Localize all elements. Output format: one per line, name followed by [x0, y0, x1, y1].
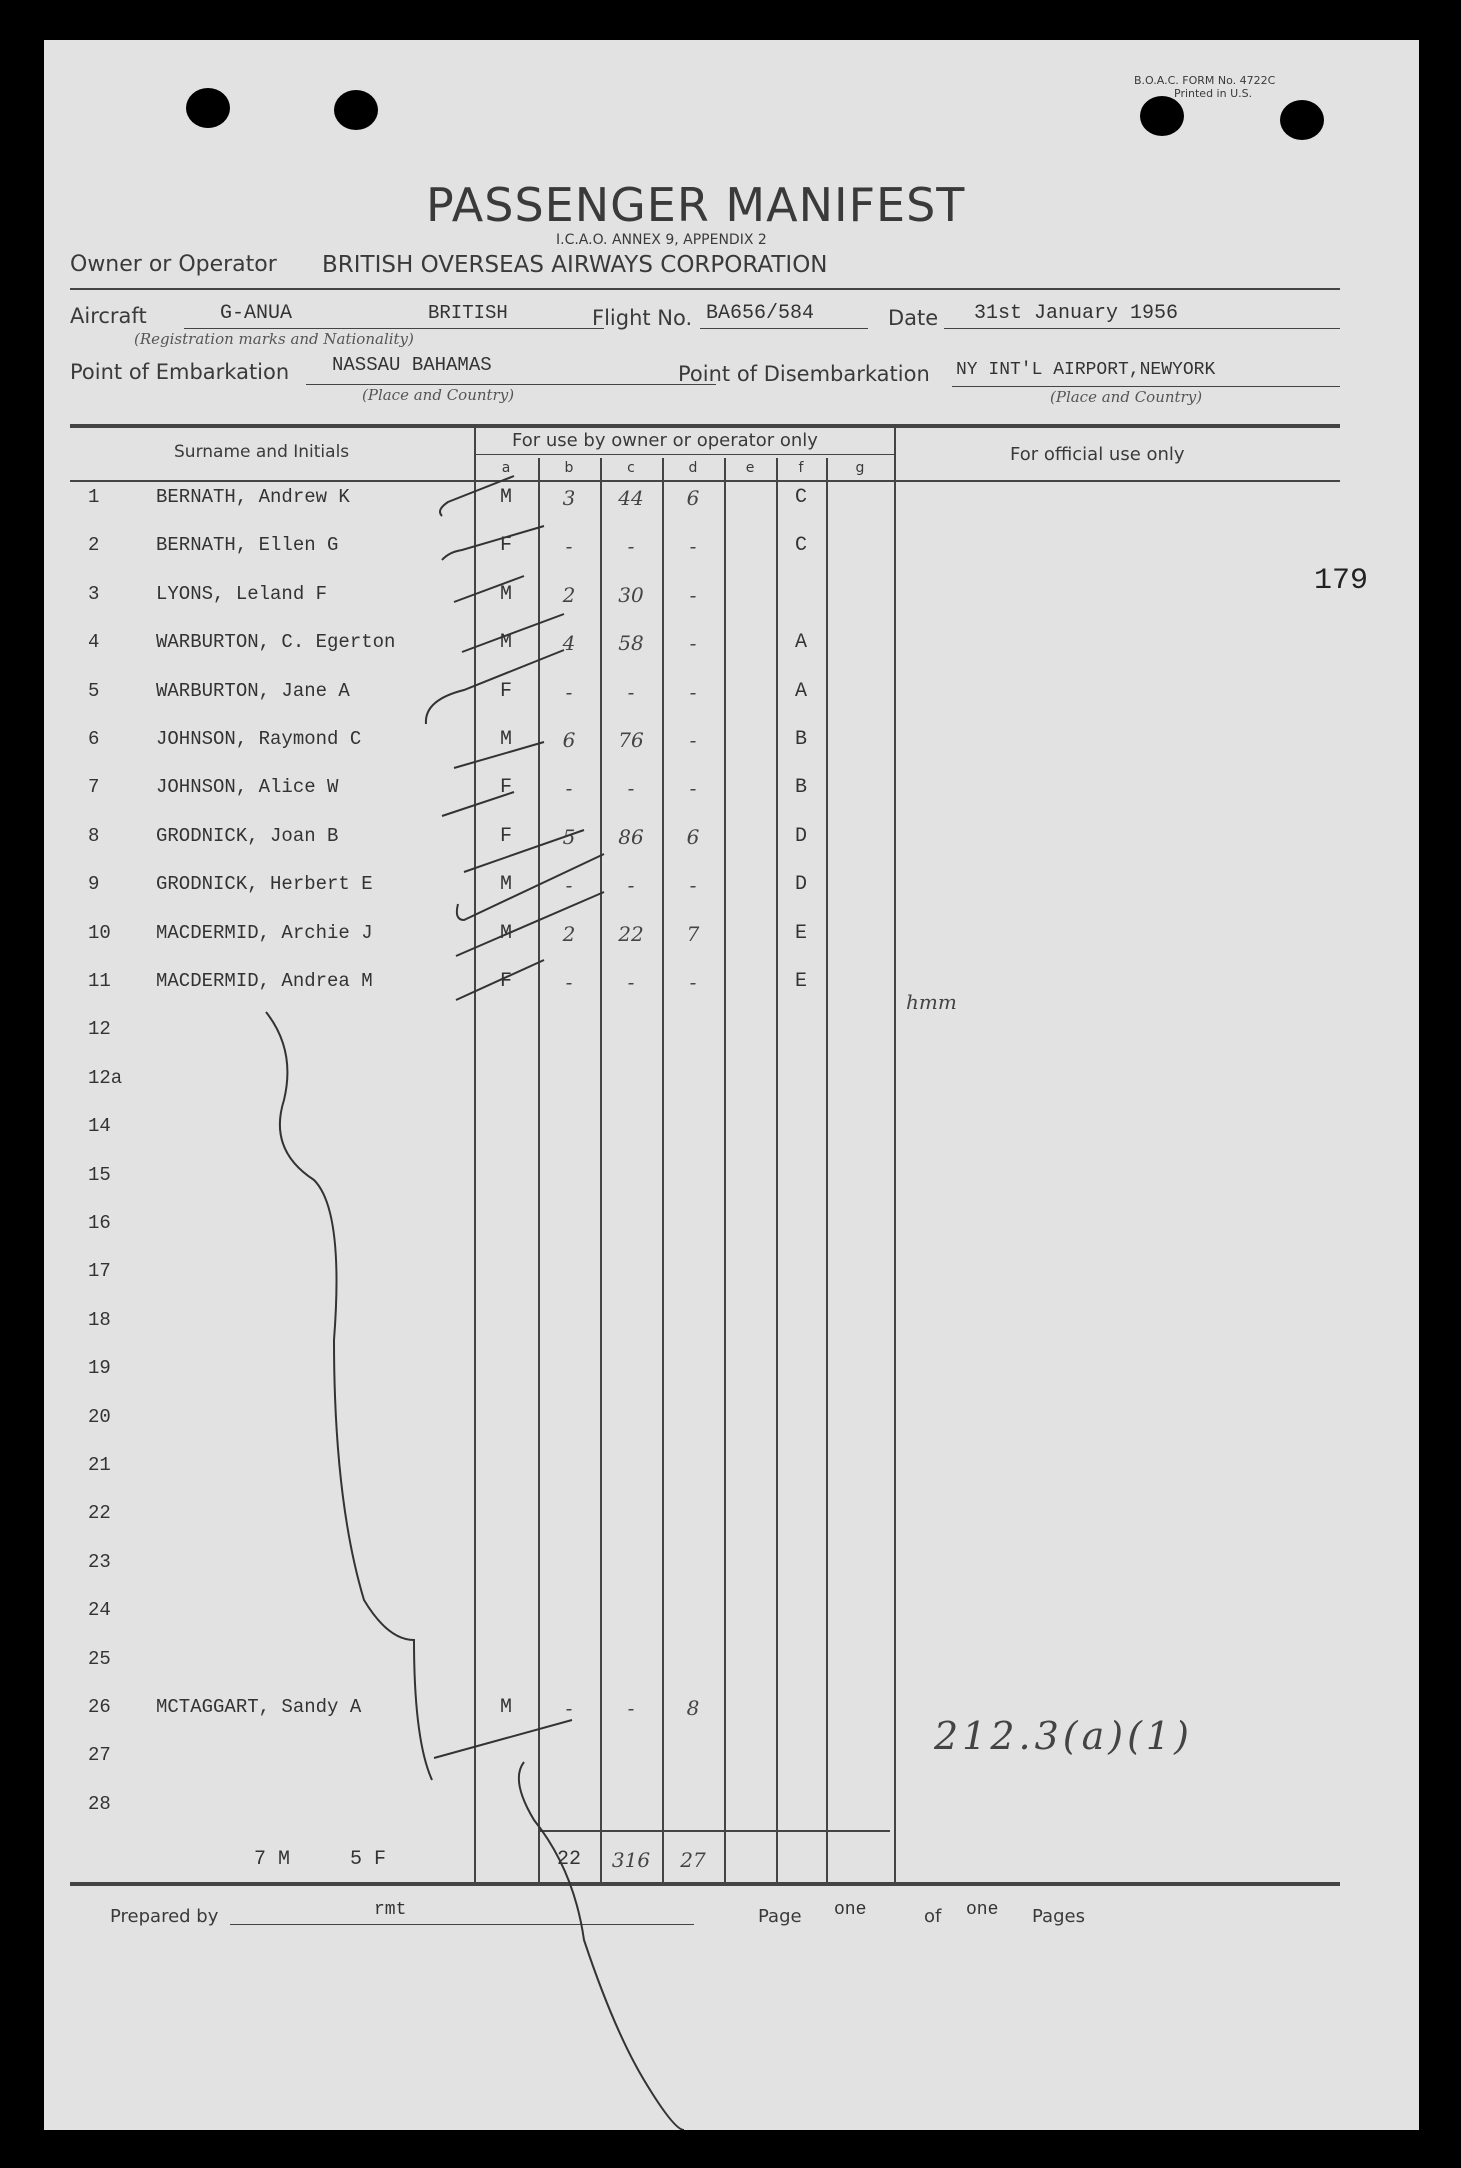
passenger-name: GRODNICK, Herbert E	[156, 873, 373, 896]
column-divider	[826, 458, 828, 1882]
nationality-value: BRITISH	[428, 302, 508, 324]
cell-d: 6	[686, 486, 700, 510]
cell-b: -	[565, 776, 573, 801]
column-letter: d	[688, 460, 698, 476]
official-note-1: hmm	[906, 990, 957, 1014]
passenger-name: BERNATH, Andrew K	[156, 486, 350, 508]
table-top-rule	[70, 424, 1340, 428]
printed-note: Printed in U.S.	[1174, 87, 1253, 100]
column-divider	[538, 458, 540, 1882]
flight-label: Flight No.	[592, 306, 693, 330]
row-number: 6	[88, 728, 100, 750]
column-divider	[662, 458, 664, 1882]
row-number: 18	[88, 1308, 111, 1331]
cell-f: C	[794, 486, 807, 509]
manifest-sheet	[44, 40, 1419, 2130]
cell-d: 7	[686, 921, 700, 946]
cell-a-sex: M	[499, 921, 512, 945]
rule	[952, 386, 1340, 387]
surname-header: Surname and Initials	[174, 442, 350, 462]
cell-b: -	[565, 970, 573, 994]
cell-f: E	[794, 921, 807, 945]
embark-label: Point of Embarkation	[70, 360, 290, 384]
total-gender: 7 M 5 F	[254, 1848, 387, 1871]
squiggle-line	[266, 1012, 432, 1780]
row-number: 28	[88, 1792, 111, 1815]
rule	[306, 384, 716, 385]
cell-c: 58	[618, 631, 644, 656]
embark-note: (Place and Country)	[362, 386, 515, 404]
cell-c: 86	[618, 824, 644, 849]
of-label: of	[924, 1906, 942, 1927]
row-number: 21	[88, 1454, 111, 1476]
passenger-name: LYONS, Leland F	[156, 582, 328, 605]
row-number: 20	[88, 1405, 111, 1428]
row-number: 8	[88, 824, 100, 847]
official-header: For official use only	[1010, 444, 1185, 465]
passenger-name: MCTAGGART, Sandy A	[156, 1696, 362, 1718]
passenger-name: JOHNSON, Alice W	[156, 776, 339, 799]
cell-a-sex: M	[499, 1696, 512, 1719]
rule	[70, 288, 1340, 290]
cell-d: -	[689, 534, 697, 559]
cell-b: -	[565, 534, 573, 559]
cell-c: -	[627, 776, 635, 801]
cell-c: -	[627, 534, 635, 559]
cell-a-sex: M	[499, 486, 512, 509]
cell-a-sex: F	[499, 776, 512, 800]
column-letter: a	[501, 460, 511, 476]
cell-b: 2	[562, 921, 576, 946]
owner-label: Owner or Operator	[70, 252, 277, 277]
cell-c: 44	[618, 486, 644, 510]
cell-d: -	[689, 631, 697, 656]
prepared-label: Prepared by	[110, 1906, 219, 1927]
column-letter: c	[627, 460, 635, 476]
row-number: 9	[88, 873, 100, 896]
embark-value: NASSAU BAHAMAS	[332, 354, 492, 376]
form-number: B.O.A.C. FORM No. 4722C	[1134, 74, 1276, 87]
row-number: 25	[88, 1647, 111, 1670]
registration-note: (Registration marks and Nationality)	[134, 330, 414, 348]
cell-b: 3	[562, 486, 576, 510]
cell-a-sex: M	[499, 728, 512, 751]
row-number: 16	[88, 1212, 111, 1234]
cell-f: D	[794, 873, 807, 897]
row-number: 26	[88, 1696, 111, 1718]
rule	[474, 454, 894, 455]
row-number: 10	[88, 921, 111, 944]
cell-b: -	[565, 679, 573, 704]
row-number: 23	[88, 1550, 111, 1573]
rule	[700, 328, 868, 329]
row-number: 14	[88, 1115, 111, 1138]
passenger-name: WARBURTON, C. Egerton	[156, 631, 396, 654]
cell-f: C	[794, 534, 807, 558]
cell-c: -	[627, 679, 635, 704]
cell-f: B	[794, 728, 807, 751]
cell-a-sex: F	[499, 534, 512, 558]
disembark-note: (Place and Country)	[1050, 388, 1203, 406]
row-number: 7	[88, 776, 100, 799]
cell-c: -	[627, 1696, 635, 1720]
total-c: 316	[611, 1848, 651, 1872]
page-label: Page	[758, 1906, 802, 1927]
cell-c: 76	[618, 728, 644, 752]
column-divider	[724, 458, 726, 1882]
passenger-name: GRODNICK, Joan B	[156, 824, 339, 847]
disembark-label: Point of Disembarkation	[678, 362, 930, 386]
cell-c: 30	[618, 582, 644, 607]
row-number: 11	[88, 970, 111, 992]
row-number: 4	[88, 631, 100, 654]
passenger-name: WARBURTON, Jane A	[156, 679, 350, 702]
cell-f: B	[794, 776, 807, 800]
page-title: PASSENGER MANIFEST	[426, 178, 966, 232]
cell-a-sex: F	[499, 824, 512, 848]
cell-d: -	[689, 679, 697, 704]
row-number: 12	[88, 1018, 111, 1041]
cell-a-sex: M	[499, 873, 512, 897]
aircraft-value: G-ANUA	[220, 302, 293, 325]
check-mark	[434, 1720, 572, 1758]
operator-header: For use by owner or operator only	[512, 430, 818, 451]
pages-label: Pages	[1032, 1906, 1085, 1927]
row-number: 19	[88, 1357, 111, 1380]
cell-a-sex: F	[499, 679, 512, 703]
pen-strokes	[44, 40, 1419, 2130]
punch-hole	[334, 90, 378, 130]
cell-c: -	[627, 873, 635, 898]
cell-d: 8	[686, 1696, 700, 1720]
date-value: 31st January 1956	[974, 302, 1179, 325]
row-number: 15	[88, 1163, 111, 1186]
column-divider	[776, 458, 778, 1882]
subtitle: I.C.A.O. ANNEX 9, APPENDIX 2	[556, 232, 767, 248]
date-label: Date	[888, 306, 939, 330]
column-letter: f	[798, 460, 804, 476]
cell-a-sex: F	[499, 970, 512, 993]
total-b: 22	[556, 1848, 581, 1871]
page-number-stamp: 179	[1314, 564, 1369, 598]
punch-hole	[1140, 96, 1184, 136]
column-divider	[600, 458, 602, 1882]
cell-f: A	[794, 631, 807, 655]
row-number: 24	[88, 1599, 111, 1622]
column-letter: b	[564, 460, 574, 476]
cell-d: 6	[686, 824, 700, 849]
column-letter: e	[745, 460, 755, 476]
of-value: one	[966, 1900, 999, 1920]
official-note-2: 212.3(a)(1)	[934, 1714, 1193, 1758]
cell-d: -	[689, 776, 697, 801]
cell-d: -	[689, 873, 697, 898]
totals-rule	[538, 1830, 890, 1832]
passenger-name: BERNATH, Ellen G	[156, 534, 339, 557]
cell-a-sex: M	[499, 631, 512, 655]
aircraft-label: Aircraft	[70, 304, 147, 328]
rule	[184, 328, 604, 329]
row-number: 27	[88, 1744, 111, 1767]
passenger-name: MACDERMID, Andrea M	[156, 970, 373, 992]
row-number: 2	[88, 534, 100, 557]
cell-d: -	[689, 582, 697, 607]
column-letter: g	[855, 460, 865, 476]
flight-value: BA656/584	[706, 302, 815, 325]
cell-f: D	[794, 824, 807, 848]
row-number: 3	[88, 582, 100, 605]
cell-b: 4	[562, 631, 576, 656]
row-number: 17	[88, 1260, 111, 1283]
table-bottom-rule	[70, 1882, 1340, 1886]
column-divider	[894, 426, 896, 1882]
total-d: 27	[680, 1848, 706, 1872]
rule	[944, 328, 1340, 329]
row-number: 5	[88, 679, 100, 702]
passenger-name: JOHNSON, Raymond C	[156, 728, 362, 750]
cell-b: 5	[562, 824, 576, 849]
row-number: 1	[88, 486, 100, 508]
disembark-value: NY INT'L AIRPORT,NEWYORK	[956, 360, 1216, 380]
row-number: 22	[88, 1502, 111, 1525]
page-value: one	[834, 1900, 867, 1920]
cell-d: -	[689, 728, 697, 752]
row-number: 12a	[88, 1066, 123, 1089]
cell-b: 6	[562, 728, 576, 752]
prepared-value: rmt	[374, 1900, 407, 1920]
punch-hole	[186, 88, 230, 128]
punch-hole	[1280, 100, 1324, 140]
cell-c: 22	[618, 921, 644, 946]
cell-b: -	[565, 873, 573, 898]
cell-b: -	[565, 1696, 573, 1720]
cell-d: -	[689, 970, 697, 994]
table-header-rule	[70, 480, 1340, 482]
rule	[230, 1924, 694, 1925]
cell-f: E	[794, 970, 807, 993]
cell-f: A	[794, 679, 807, 703]
owner-value: BRITISH OVERSEAS AIRWAYS CORPORATION	[322, 252, 828, 278]
cell-b: 2	[562, 582, 576, 607]
cell-a-sex: M	[499, 582, 512, 606]
cell-c: -	[627, 970, 635, 994]
passenger-name: MACDERMID, Archie J	[156, 921, 373, 944]
